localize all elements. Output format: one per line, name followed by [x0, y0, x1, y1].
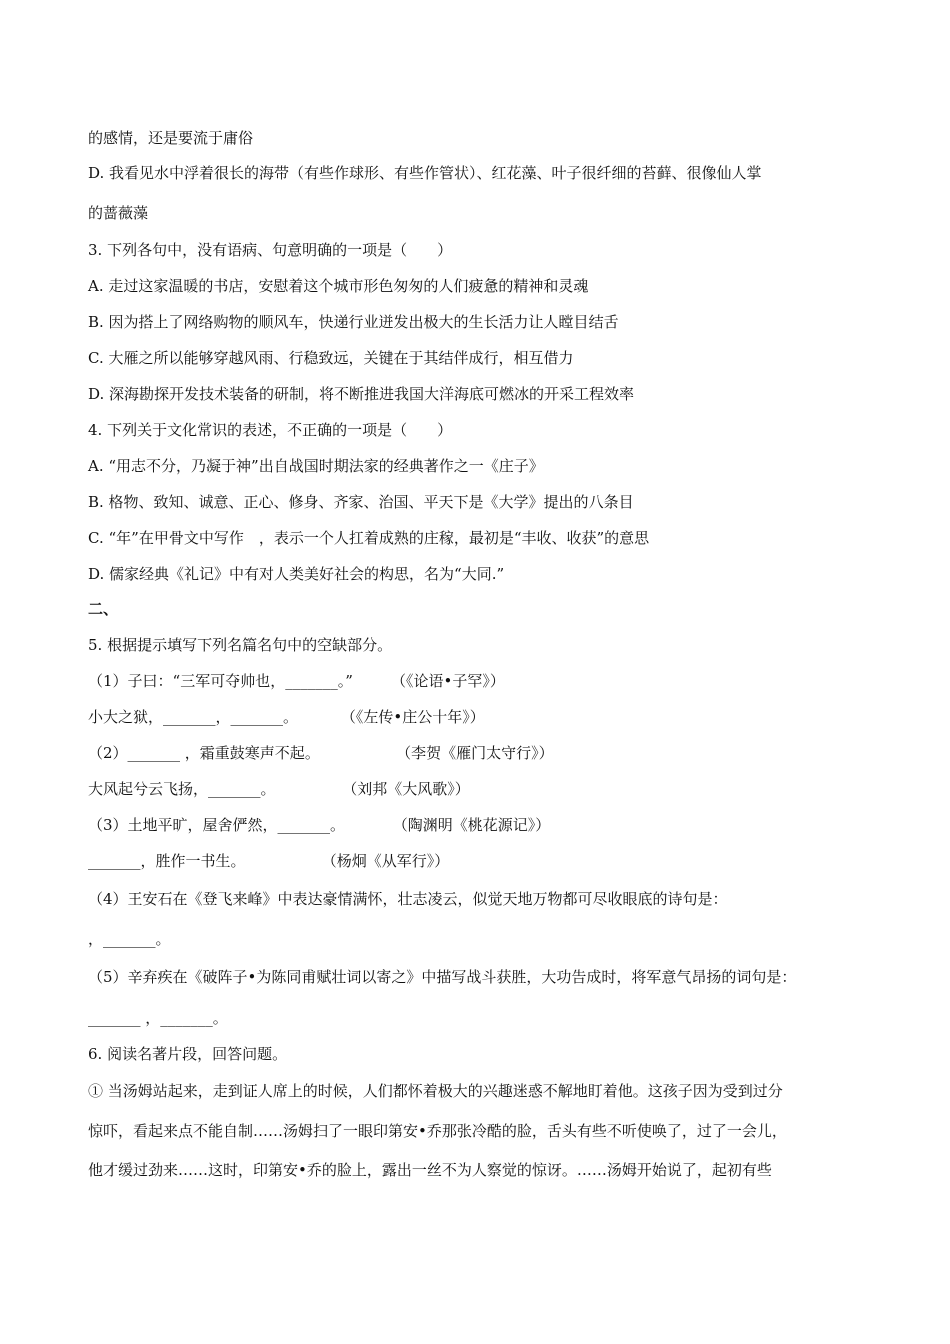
question-6-stem: 6. 阅读名著片段，回答问题。	[88, 1045, 288, 1063]
fill-blank-line: （1）子曰：“三军可夺帅也，_______。” （《论语•子罕》）	[88, 672, 505, 690]
option-d: D. 儒家经典《礼记》中有对人类美好社会的构思，名为“大同.”	[88, 565, 505, 583]
fill-blank-line: 大风起兮云飞扬，_______。 （刘邦《大风歌》）	[88, 780, 470, 798]
text-line: 的感情，还是要流于庸俗	[88, 129, 254, 147]
text-line: D. 我看见水中浮着很长的海带（有些作球形、有些作管状）、红花藻、叶子很纤细的苔藓、很像仙人掌	[88, 164, 762, 182]
fill-blank-line: _______ ，_______。	[88, 1009, 228, 1027]
option-b: B. 因为搭上了网络购物的顺风车，快递行业迸发出极大的生长活力让人瞠目结舌	[88, 313, 619, 331]
option-a: A. 走过这家温暖的书店，安慰着这个城市形色匆匆的人们疲惫的精神和灵魂	[88, 277, 589, 295]
fill-blank-line: 小大之狱，_______，_______。 （《左传•庄公十年》）	[88, 708, 485, 726]
passage-line: 他才缓过劲来……这时，印第安•乔的脸上，露出一丝不为人察觉的惊讶。……汤姆开始说了，起初有些	[88, 1161, 772, 1179]
fill-blank-line: （2）_______ ，霜重鼓寒声不起。 （李贺《雁门太守行》）	[88, 744, 554, 762]
question-4-stem: 4. 下列关于文化常识的表述，不正确的一项是（ ）	[88, 421, 453, 439]
option-b: B. 格物、致知、诚意、正心、修身、齐家、治国、平天下是《大学》提出的八条目	[88, 493, 634, 511]
text-line: 的蔷薇藻	[88, 204, 149, 222]
option-c: C. “年”在甲骨文中写作 ，表示一个人扛着成熟的庄稼，最初是“丰收、收获”的意思	[88, 529, 650, 547]
option-a: A. “用志不分，乃凝于神”出自战国时期法家的经典著作之一《庄子》	[88, 457, 544, 475]
question-3-stem: 3. 下列各句中，没有语病、句意明确的一项是（ ）	[88, 241, 453, 259]
fill-blank-line: _______，胜作一书生。 （杨炯《从军行》）	[88, 852, 450, 870]
passage-line: ① 当汤姆站起来，走到证人席上的时候，人们都怀着极大的兴趣迷惑不解地盯着他。这孩子因为受到过分	[88, 1082, 783, 1100]
fill-blank-line: （5）辛弃疾在《破阵子•为陈同甫赋壮词以寄之》中描写战斗获胜，大功告成时，将军意气昂扬的词句是：	[88, 968, 797, 986]
section-heading: 二、	[88, 600, 119, 618]
option-d: D. 深海勘探开发技术装备的研制，将不断推进我国大洋海底可燃冰的开采工程效率	[88, 385, 635, 403]
fill-blank-line: ，_______。	[88, 930, 171, 948]
question-5-stem: 5. 根据提示填写下列名篇名句中的空缺部分。	[88, 636, 393, 654]
option-c: C. 大雁之所以能够穿越风雨、行稳致远，关键在于其结伴成行，相互借力	[88, 349, 574, 367]
fill-blank-line: （4）王安石在《登飞来峰》中表达豪情满怀，壮志凌云，似觉天地万物都可尽收眼底的诗句是：	[88, 890, 728, 908]
passage-line: 惊吓，看起来点不能自制……汤姆扫了一眼印第安•乔那张冷酷的脸，舌头有些不听使唤了，过了一会儿，	[88, 1122, 787, 1140]
fill-blank-line: （3）土地平旷，屋舍俨然，_______。 （陶渊明《桃花源记》）	[88, 816, 551, 834]
